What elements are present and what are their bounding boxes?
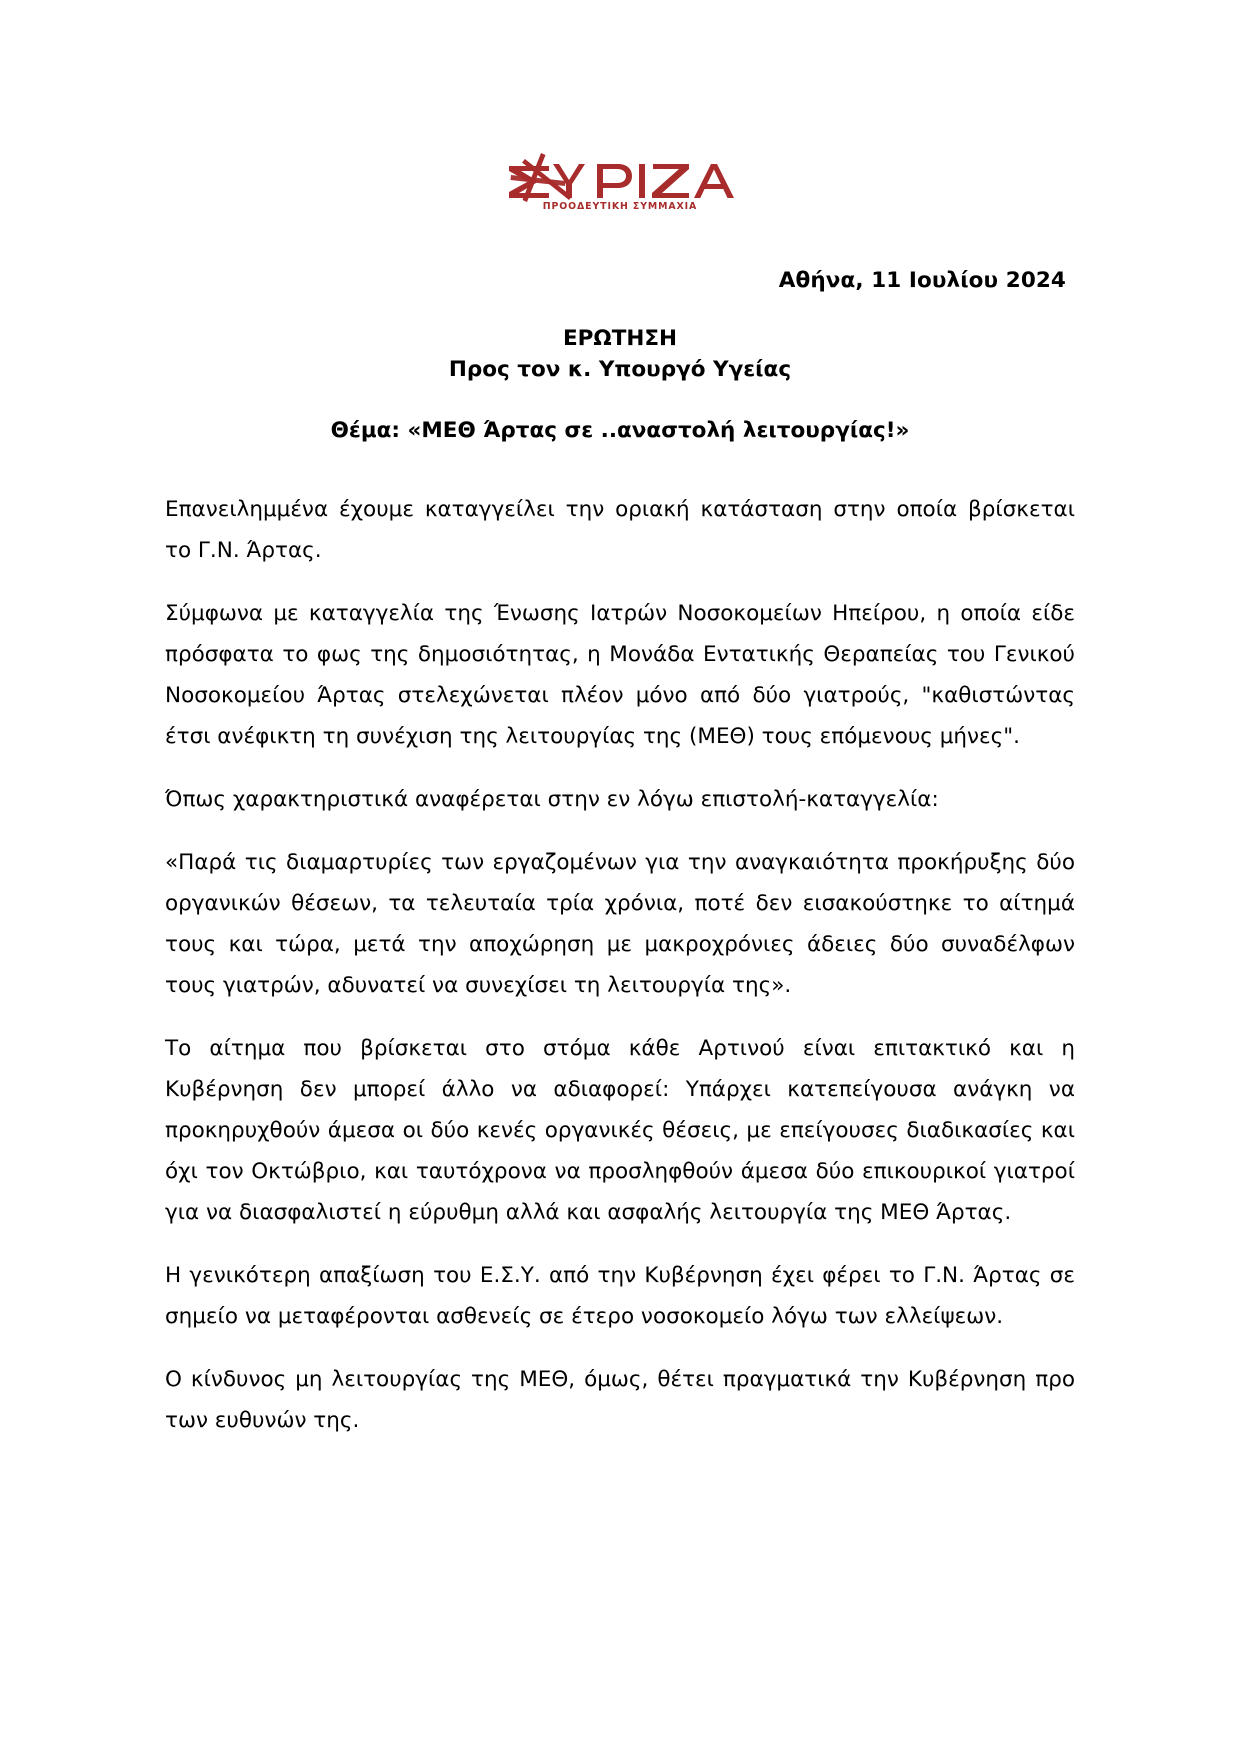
- addressee-line: Προς τον κ. Υπουργό Υγείας: [448, 357, 792, 382]
- syriza-logo: [0, 0, 1240, 216]
- body-paragraphs: [165, 489, 1075, 1441]
- subject-line: Θέμα: «ΜΕΘ Άρτας σε ..αναστολή λειτουργίας!»: [330, 418, 910, 443]
- body-paragraph: Ο κίνδυνος μη λειτουργίας της ΜΕΘ, όμως, θέτει πραγματικά την Κυβέρνηση προ των ευθυνών της.: [165, 1367, 1075, 1433]
- document-type-heading: ΕΡΩΤΗΣΗ: [562, 326, 678, 351]
- body-paragraph: Το αίτημα που βρίσκεται στο στόμα κάθε Αρτινού είναι επιτακτικό και η Κυβέρνηση δεν μπορεί άλλο να αδιαφορεί: Υπάρχει κατεπείγουσα ανάγκη να προκηρυχθούν άμεσα οι δύο κενές οργανικές θέσεις, με επείγουσες διαδικασίες και όχι τον Οκτώβριο, και ταυτόχρονα να προσληφθούν άμεσα δύο επικουρικοί γιατροί για να διασφαλιστεί η εύρυθμη αλλά και ασφαλής λειτουργία της ΜΕΘ Άρτας.: [165, 1036, 1075, 1225]
- document-content: [0, 268, 1240, 1441]
- body-paragraph: Όπως χαρακτηριστικά αναφέρεται στην εν λόγω επιστολή-καταγγελία:: [165, 787, 939, 812]
- syriza-logo-svg: [505, 150, 735, 212]
- body-paragraph: Επανειλημμένα έχουμε καταγγείλει την οριακή κατάσταση στην οποία βρίσκεται το Γ.Ν. Άρτας.: [165, 497, 1075, 563]
- body-paragraph: Σύμφωνα με καταγγελία της Ένωσης Ιατρών Νοσοκομείων Ηπείρου, η οποία είδε πρόσφατα το φως της δημοσιότητας, η Μονάδα Εντατικής Θεραπείας του Γενικού Νοσοκομείου Άρτας στελεχώνεται πλέον μόνο από δύο γιατρούς, "καθιστώντας έτσι ανέφικτη τη συνέχιση της λειτουργίας της (ΜΕΘ) τους επόμενους μήνες".: [165, 601, 1075, 749]
- logo-tagline: ΠΡΟΟΔΕΥΤΙΚΗ ΣΥΜΜΑΧΙΑ: [542, 201, 698, 212]
- date-line: Αθήνα, 11 Ιουλίου 2024: [778, 268, 1066, 293]
- body-paragraph: Η γενικότερη απαξίωση του Ε.Σ.Υ. από την Κυβέρνηση έχει φέρει το Γ.Ν. Άρτας σε σημείο να μεταφέρονται ασθενείς σε έτερο νοσοκομείο λόγω των ελλείψεων.: [165, 1263, 1075, 1329]
- title-block: [165, 323, 1075, 385]
- body-paragraph-quote: «Παρά τις διαμαρτυρίες των εργαζομένων για την αναγκαιότητα προκήρυξης δύο οργανικών θέσεων, τα τελευταία τρία χρόνια, ποτέ δεν εισακούστηκε το αίτημά τους και τώρα, μετά την αποχώρηση με μακροχρόνιες άδειες δύο συναδέλφων τους γιατρών, αδυνατεί να συνεχίσει τη λειτουργία της».: [165, 850, 1075, 998]
